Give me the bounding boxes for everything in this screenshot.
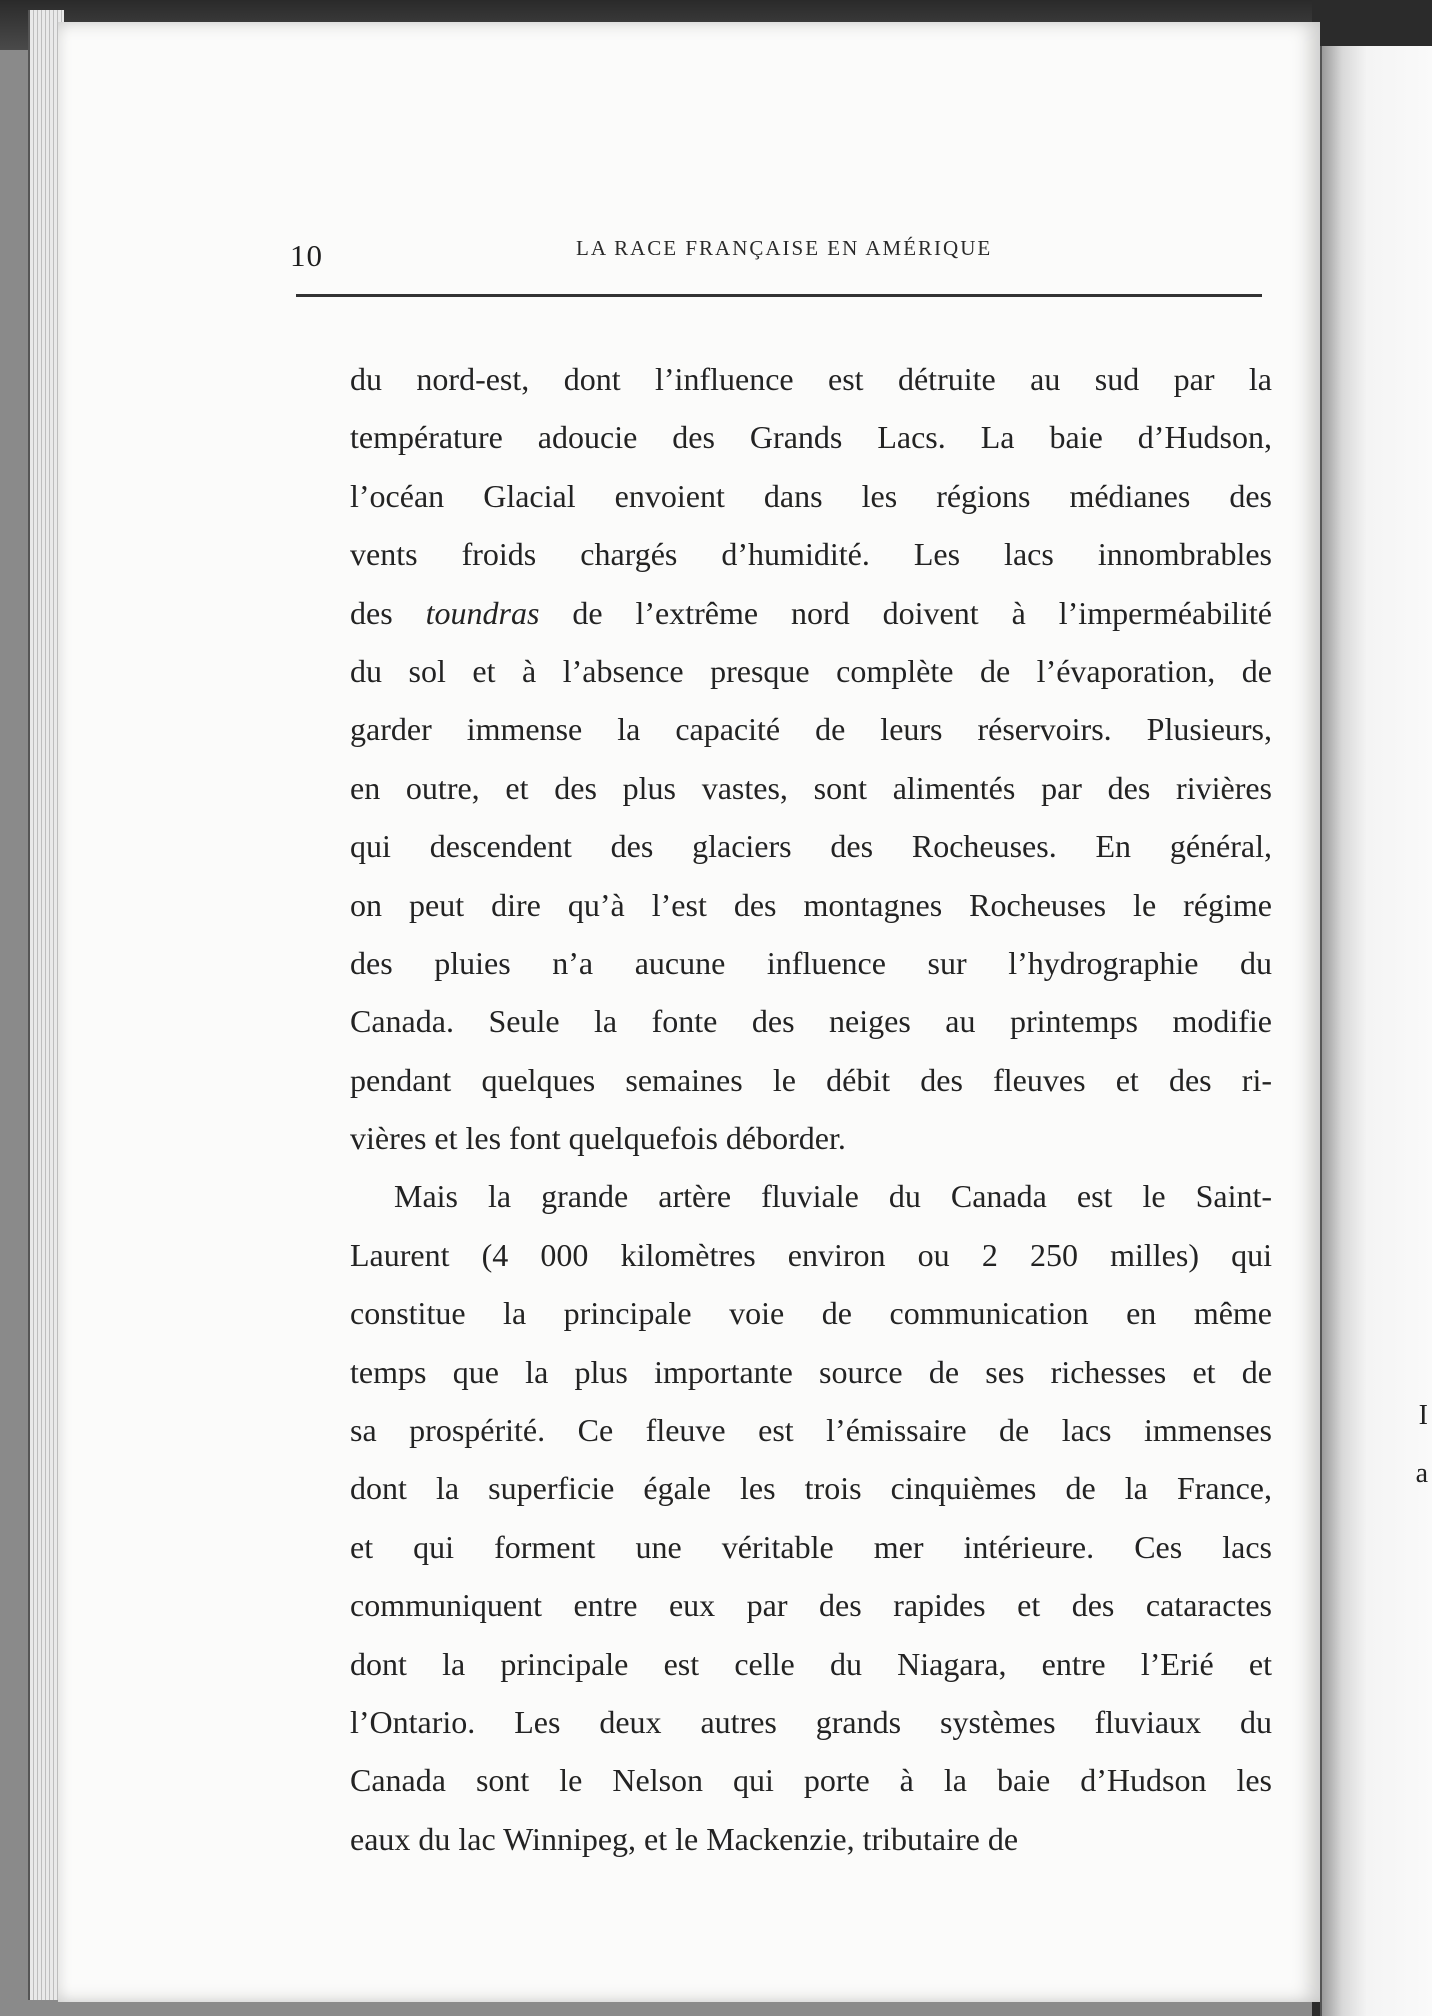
text-line: on peut dire qu’à l’est des montagnes Rocheuses le régime	[350, 886, 1272, 923]
text-line: communiquent entre eux par des rapides et des cataractes	[350, 1587, 1272, 1624]
text-line: vières et les font quelquefois déborder.	[350, 1120, 846, 1157]
text-line: dont la principale est celle du Niagara, entre l’Erié et	[350, 1645, 1272, 1682]
text-line: Canada sont le Nelson qui porte à la baie d’Hudson les	[350, 1762, 1272, 1799]
text-line: dont la superficie égale les trois cinquièmes de la France,	[350, 1470, 1272, 1507]
text-span: des	[350, 594, 426, 631]
text-line: vents froids chargés d’humidité. Les lacs innombrables	[350, 536, 1272, 573]
text-line: l’océan Glacial envoient dans les régions médianes des	[350, 477, 1272, 514]
text-line: sa prospérité. Ce fleuve est l’émissaire de lacs immenses	[350, 1412, 1272, 1449]
text-line: en outre, et des plus vastes, sont alimentés par des rivières	[350, 769, 1272, 806]
body-text	[350, 350, 1272, 1868]
text-line: temps que la plus importante source de ses richesses et de	[350, 1353, 1272, 1390]
running-title: LA RACE FRANÇAISE EN AMÉRIQUE	[576, 236, 993, 260]
text-line: pendant quelques semaines le débit des fleuves et des ri-	[350, 1061, 1272, 1098]
page-number: 10	[290, 238, 323, 273]
text-line: et qui forment une véritable mer intérieure. Ces lacs	[350, 1528, 1272, 1565]
header-rule	[296, 294, 1262, 297]
book-page	[58, 22, 1320, 2002]
text-line: Mais la grande artère fluviale du Canada est le Saint-	[394, 1178, 1272, 1215]
text-line: constitue la principale voie de communication en même	[350, 1295, 1272, 1332]
text-line: des pluies n’a aucune influence sur l’hydrographie du	[350, 944, 1272, 981]
italic-term: toundras	[425, 594, 540, 631]
text-line: du sol et à l’absence presque complète de l’évaporation, de	[350, 652, 1272, 689]
text-line: Laurent (4 000 kilomètres environ ou 2 250 milles) qui	[350, 1236, 1272, 1273]
text-line	[350, 584, 1272, 642]
text-line: Canada. Seule la fonte des neiges au printemps modifie	[350, 1003, 1272, 1040]
text-line: du nord-est, dont l’influence est détruite au sud par la	[350, 361, 1272, 397]
text-line: eaux du lac Winnipeg, et le Mackenzie, tributaire de	[350, 1820, 1019, 1857]
text-line: température adoucie des Grands Lacs. La baie d’Hudson,	[350, 419, 1272, 456]
text-line: qui descendent des glaciers des Rocheuses. En général,	[350, 828, 1272, 865]
text-span: de l’extrême nord doivent à l’imperméabilité	[539, 594, 1273, 631]
text-line: garder immense la capacité de leurs réservoirs. Plusieurs,	[350, 711, 1272, 748]
text-line: l’Ontario. Les deux autres grands systèmes fluviaux du	[350, 1703, 1272, 1740]
next-page-edge	[1320, 46, 1432, 2016]
next-page-fragment: a	[1415, 1458, 1428, 1489]
next-page-fragment: I	[1418, 1400, 1428, 1431]
